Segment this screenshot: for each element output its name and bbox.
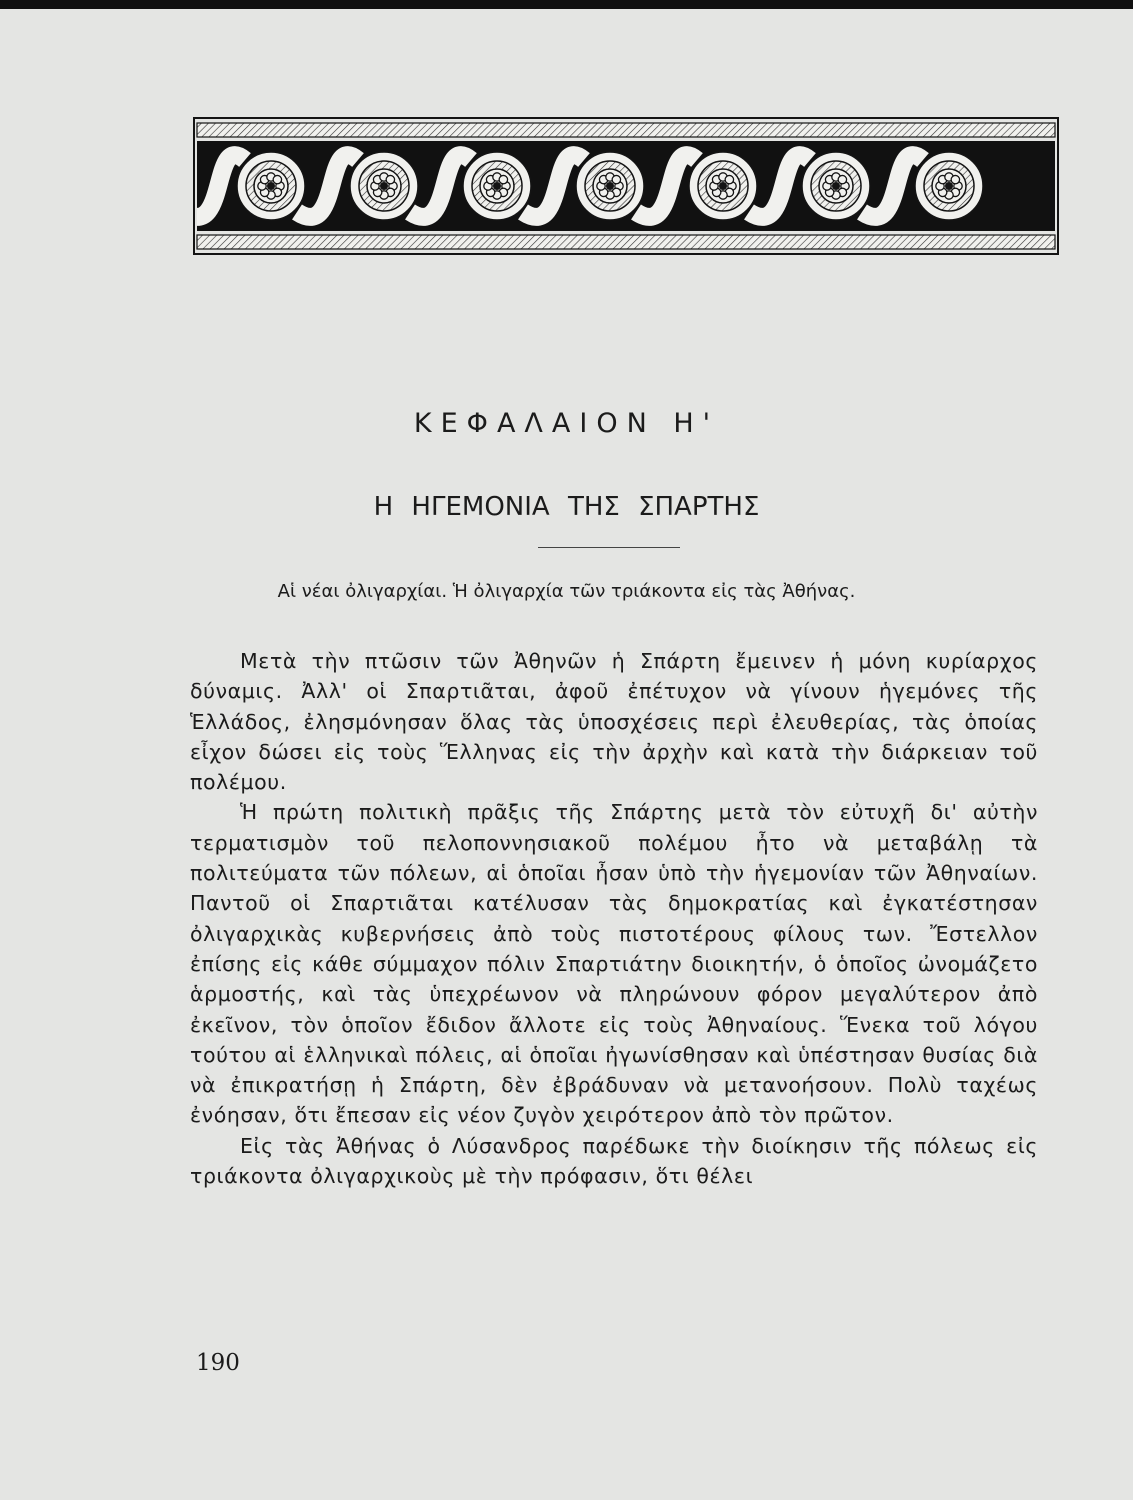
rosette-center [606,182,614,190]
rosette-center [267,182,275,190]
paragraph-3: Εἰς τὰς Ἀθήνας ὁ Λύσανδρος παρέδωκε τὴν διοίκησιν τῆς πόλεως εἰς τριάκοντα ὀλιγαρχικοὺς μὲ τὴν πρόφασιν, ὅτι θέλει [190,1133,1038,1189]
body-text [190,646,1038,1191]
rosette-petal [499,175,507,183]
rosette-center [380,182,388,190]
scan-edge [0,0,1133,9]
rosette-petal [838,175,846,183]
rosette-center [719,182,727,190]
rosette-petal [273,175,281,183]
rosette-center [493,182,501,190]
chapter-title: Η ΗΓΕΜΟΝΙΑ ΤΗΣ ΣΠΑΡΤΗΣ [373,492,760,522]
rosette-center [832,182,840,190]
page-number: 190 [196,1350,240,1376]
rosette-petal [612,175,620,183]
chapter-heading: ΚΕΦΑΛΑΙΟΝ Η' [413,408,720,439]
paragraph-2: Ἡ πρώτη πολιτικὴ πρᾶξις τῆς Σπάρτης μετὰ τὸν εὐτυχῆ δι' αὐτὴν τερματισμὸν τοῦ πελοποννησιακοῦ πολέμου ἦτο νὰ μεταβάλῃ τὰ πολιτεύματα τῶν πόλεων, αἱ ὁποῖαι ἦσαν ὑπὸ τὴν ἡγεμονίαν τῶν Ἀθηναίων. Παντοῦ οἱ Σπαρτιᾶται κατέλυσαν τὰς δημοκρατίας καὶ ἐγκατέστησαν ὀλιγαρχικὰς κυβερνήσεις ἀπὸ τοὺς πιστοτέρους φίλους των. Ἔστελλον ἐπίσης εἰς κάθε σύμμαχον πόλιν Σπαρτιάτην διοικητήν, ὁ ὁποῖος ὠνομάζετο ἁρμοστής, καὶ τὰς ὑπεχρέωνον νὰ πληρώνουν φόρον μεγαλύτερον ἀπὸ ἐκεῖνον, τὸν ὁποῖον ἔδιδον ἄλλοτε εἰς τοὺς Ἀθηναίους. Ἕνεκα τοῦ λόγου τούτου αἱ ἑλληνικαὶ πόλεις, αἱ ὁποῖαι ἠγωνίσθησαν καὶ ὑπέστησαν θυσίας διὰ νὰ ἐπικρατήσῃ ἡ Σπάρτη, δὲν ἐβράδυναν νὰ μετανοήσουν. Πολὺ ταχέως ἐνόησαν, ὅτι ἔπεσαν εἰς νέον ζυγὸν χειρότερον ἀπὸ τὸν πρῶτον. [190,800,1038,1128]
paragraph-1: Μετὰ τὴν πτῶσιν τῶν Ἀθηνῶν ἡ Σπάρτη ἔμεινεν ἡ μόνη κυρίαρχος δύναμις. Ἀλλ' οἱ Σπαρτιᾶται, ἀφοῦ ἐπέτυχον νὰ γίνουν ἡγεμόνες τῆς Ἑλλάδος, ἐλησμόνησαν ὅλας τὰς ὑποσχέσεις περὶ ἐλευθερίας, τὰς ὁποίας εἶχον δώσει εἰς τοὺς Ἕλληνας εἰς τὴν ἀρχὴν καὶ κατὰ τὴν διάρκειαν τοῦ πολέμου. [190,649,1038,795]
ornament-bottom-hatched-strip [197,235,1055,249]
title-divider [538,547,680,548]
rosette-petal [725,175,733,183]
rosette-petal [386,175,394,183]
greek-wave-ornament-band [193,117,1059,255]
rosette-petal [951,175,959,183]
section-subtitle: Αἱ νέαι ὀλιγαρχίαι. Ἡ ὀλιγαρχία τῶν τριάκοντα εἰς τὰς Ἀθήνας. [277,581,856,602]
rosette-center [945,182,953,190]
ornament-top-hatched-strip [197,123,1055,137]
